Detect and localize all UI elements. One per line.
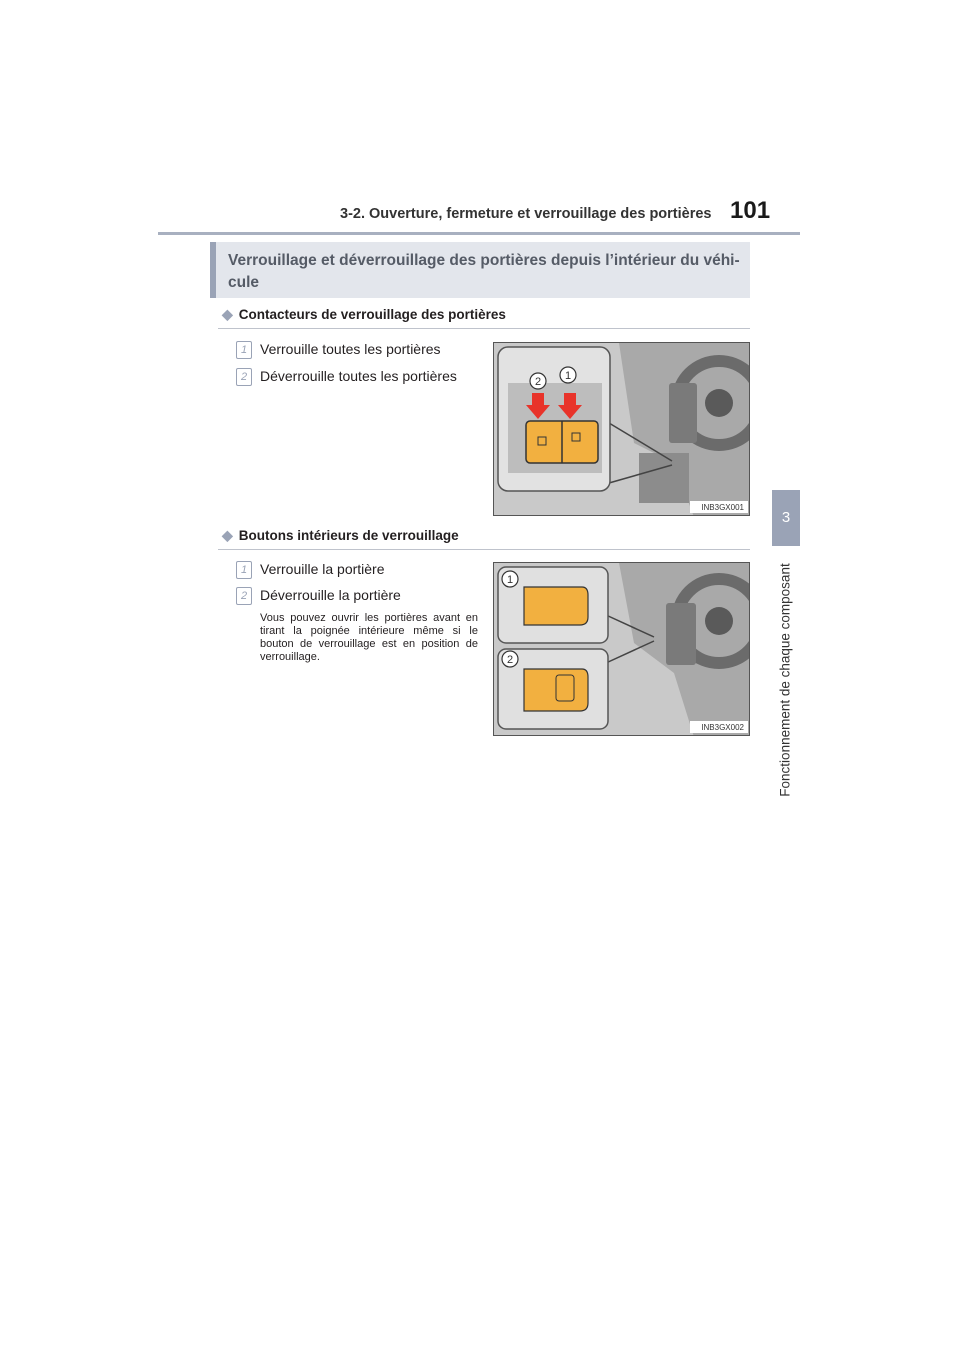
- subsection-title: [222, 306, 506, 323]
- item-text: Déverrouille toutes les portières: [260, 368, 457, 384]
- item-number: 1: [236, 561, 252, 579]
- item-text: Verrouille la portière: [260, 561, 385, 577]
- diamond-icon: ◆: [222, 306, 233, 322]
- chapter-title: Fonctionnement de chaque composant: [777, 563, 793, 797]
- figure-code: INB3GX001: [701, 503, 744, 512]
- illustration-door-lock-switch: [494, 343, 750, 516]
- callout-label: 2: [506, 654, 514, 666]
- diamond-icon: ◆: [222, 527, 233, 543]
- callout-label: 1: [564, 370, 572, 382]
- note-text: Vous pouvez ouvrir les portières avant en tirant la poignée intérieure même si le bouton de verrouillage est en position de verrouillage.: [260, 612, 478, 663]
- item-number: 2: [236, 587, 252, 605]
- page-number: 101: [730, 197, 771, 224]
- figure-interior-lock-buttons: [493, 562, 750, 736]
- item-text: Déverrouille la portière: [260, 587, 401, 603]
- header-rule: [158, 232, 800, 235]
- subsection-title-text: Contacteurs de verrouillage des portières: [238, 307, 506, 322]
- callout-label: 2: [534, 376, 542, 388]
- subsection-title: [222, 527, 459, 544]
- section-banner: [210, 242, 750, 298]
- item-number: 2: [236, 368, 252, 386]
- subsection-rule: [218, 328, 750, 329]
- subsection-rule: [218, 549, 750, 550]
- chapter-side-label: [768, 555, 802, 805]
- item-text: Verrouille toutes les portières: [260, 341, 441, 357]
- item-number: 1: [236, 341, 252, 359]
- figure-code: INB3GX002: [701, 723, 744, 732]
- illustration-interior-lock-button: [494, 563, 750, 736]
- chapter-tab: 3: [772, 490, 800, 546]
- subsection-title-text: Boutons intérieurs de verrouillage: [238, 528, 459, 543]
- section-title: 3-2. Ouverture, fermeture et verrouillage des portières: [340, 206, 712, 222]
- figure-door-lock-switches: [493, 342, 750, 516]
- callout-label: 1: [506, 574, 514, 586]
- section-banner-text: Verrouillage et déverrouillage des portières depuis l’intérieur du véhi-cule: [228, 252, 740, 291]
